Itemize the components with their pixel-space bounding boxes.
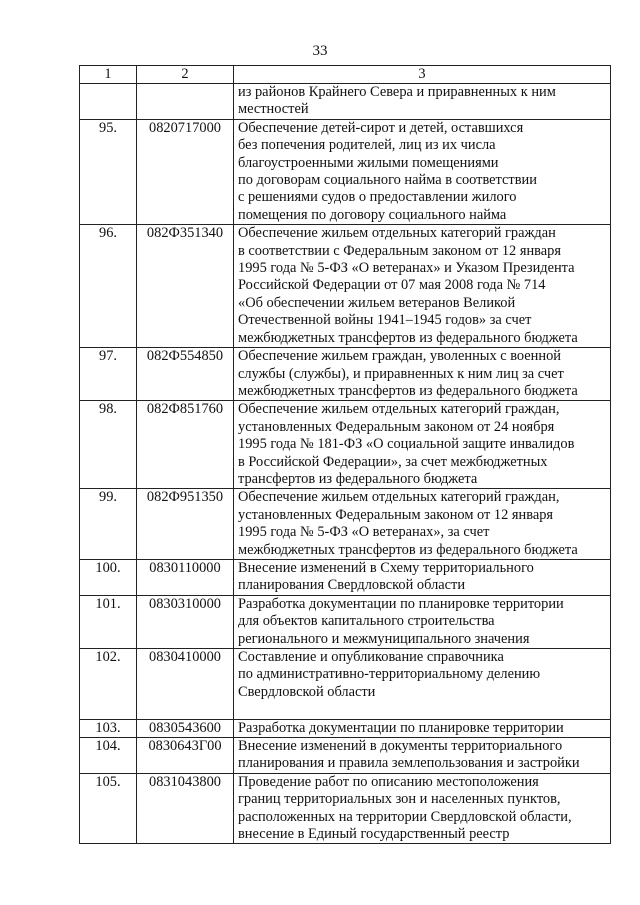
- description-line: в Российской Федерации», за счет межбюджетных: [238, 453, 548, 470]
- expense-description: [234, 595, 611, 648]
- row-number: 100.: [80, 559, 137, 595]
- expense-description: [234, 489, 611, 560]
- expense-description: [234, 649, 611, 720]
- description-line: установленных Федеральным законом от 12 января: [238, 506, 554, 523]
- table-row: [80, 773, 611, 844]
- row-number: 96.: [80, 225, 137, 348]
- target-article-code: 0830110000: [137, 559, 234, 595]
- target-article-code: [137, 84, 234, 120]
- target-article-code: 082Ф554850: [137, 348, 234, 401]
- description-line: Обеспечение жильем отдельных категорий граждан: [238, 225, 556, 242]
- target-article-code: 0830543600: [137, 719, 234, 737]
- table-row: [80, 84, 611, 120]
- row-number: 102.: [80, 649, 137, 720]
- expense-description: [234, 559, 611, 595]
- column-header-1: 1: [80, 66, 137, 84]
- row-number: 99.: [80, 489, 137, 560]
- target-article-code: 082Ф351340: [137, 225, 234, 348]
- description-line: 1995 года № 5-ФЗ «О ветеранах» и Указом Президента: [238, 260, 575, 277]
- header-row: [80, 66, 611, 84]
- description-line: в соответствии с Федеральным законом от 12 января: [238, 242, 561, 259]
- description-line: планирования и правила землепользования и застройки: [238, 755, 580, 772]
- row-number: 97.: [80, 348, 137, 401]
- description-line: Разработка документации по планировке территории: [238, 719, 564, 736]
- description-line: 1995 года № 5-ФЗ «О ветеранах», за счет: [238, 524, 490, 541]
- table-row: [80, 119, 611, 224]
- expense-description: [234, 119, 611, 224]
- description-line: благоустроенными жилыми помещениями: [238, 154, 499, 171]
- description-line: Разработка документации по планировке территории: [238, 595, 564, 612]
- expense-description: [234, 719, 611, 737]
- description-line: Составление и опубликование справочника: [238, 649, 504, 665]
- description-line: Российской Федерации от 07 мая 2008 года № 714: [238, 277, 546, 294]
- description-line: Обеспечение жильем отдельных категорий граждан,: [238, 401, 560, 418]
- expense-description: [234, 84, 611, 120]
- row-number: 104.: [80, 738, 137, 774]
- row-number: 103.: [80, 719, 137, 737]
- description-line: внесение в Единый государственный реестр: [238, 826, 510, 843]
- table-row: [80, 595, 611, 648]
- table-row: [80, 489, 611, 560]
- expense-description: [234, 225, 611, 348]
- description-line: Внесение изменений в документы территориального: [238, 738, 563, 755]
- description-line: по договорам социального найма в соответствии: [238, 172, 537, 189]
- expense-description: [234, 401, 611, 489]
- row-number: [80, 84, 137, 120]
- target-article-code: 0830310000: [137, 595, 234, 648]
- description-line: межбюджетных трансфертов из федерального бюджета: [238, 329, 578, 346]
- description-line: 1995 года № 181-ФЗ «О социальной защите инвалидов: [238, 436, 575, 453]
- target-article-code: 0830410000: [137, 649, 234, 720]
- row-number: 95.: [80, 119, 137, 224]
- description-line: трансфертов из федерального бюджета: [238, 470, 478, 487]
- description-line: по административно-территориальному делению: [238, 666, 541, 683]
- description-line: Внесение изменений в Схему территориального: [238, 559, 534, 576]
- description-line: Обеспечение детей-сирот и детей, оставшихся: [238, 119, 524, 136]
- table-row: [80, 738, 611, 774]
- description-line: регионального и межмуниципального значения: [238, 630, 530, 647]
- description-line: местностей: [238, 101, 309, 118]
- table-row: [80, 559, 611, 595]
- description-line: с решениями судов о предоставлении жилого: [238, 189, 517, 206]
- description-line: расположенных на территории Свердловской области,: [238, 808, 572, 825]
- table-row: [80, 401, 611, 489]
- row-number: 105.: [80, 773, 137, 844]
- table-row: [80, 348, 611, 401]
- expense-description: [234, 738, 611, 774]
- table-row: [80, 649, 611, 720]
- description-line: «Об обеспечении жильем ветеранов Великой: [238, 294, 516, 311]
- description-line: установленных Федеральным законом от 24 ноября: [238, 418, 555, 435]
- expense-description: [234, 773, 611, 844]
- description-line: Отечественной войны 1941–1945 годов» за счет: [238, 312, 532, 329]
- row-number: 98.: [80, 401, 137, 489]
- column-header-3: 3: [234, 66, 611, 84]
- table-body: [80, 84, 611, 844]
- description-line: службы (службы), и приравненных к ним лиц за счет: [238, 365, 564, 382]
- description-line: из районов Крайнего Севера и приравненных к ним: [238, 84, 556, 100]
- description-line: [238, 701, 608, 718]
- target-article-code: 082Ф951350: [137, 489, 234, 560]
- description-line: межбюджетных трансфертов из федерального бюджета: [238, 541, 578, 558]
- description-line: Обеспечение жильем граждан, уволенных с военной: [238, 348, 561, 365]
- description-line: для объектов капитального строительства: [238, 613, 495, 630]
- page-number: 33: [312, 43, 328, 59]
- description-line: границ территориальных зон и населенных пунктов,: [238, 791, 561, 808]
- description-line: межбюджетных трансфертов из федерального бюджета: [238, 382, 578, 399]
- column-header-2: 2: [137, 66, 234, 84]
- description-line: планирования Свердловской области: [238, 577, 466, 594]
- description-line: без попечения родителей, лиц из их числа: [238, 137, 496, 154]
- target-article-code: 0820717000: [137, 119, 234, 224]
- row-number: 101.: [80, 595, 137, 648]
- target-article-code: 0830643Г00: [137, 738, 234, 774]
- expense-description: [234, 348, 611, 401]
- budget-codes-table: [79, 65, 611, 844]
- description-line: помещения по договору социального найма: [238, 206, 507, 223]
- description-line: Свердловской области: [238, 683, 376, 700]
- table-row: [80, 225, 611, 348]
- description-line: Обеспечение жильем отдельных категорий граждан,: [238, 489, 560, 506]
- table-row: [80, 719, 611, 737]
- target-article-code: 082Ф851760: [137, 401, 234, 489]
- description-line: Проведение работ по описанию местоположения: [238, 773, 539, 790]
- target-article-code: 0831043800: [137, 773, 234, 844]
